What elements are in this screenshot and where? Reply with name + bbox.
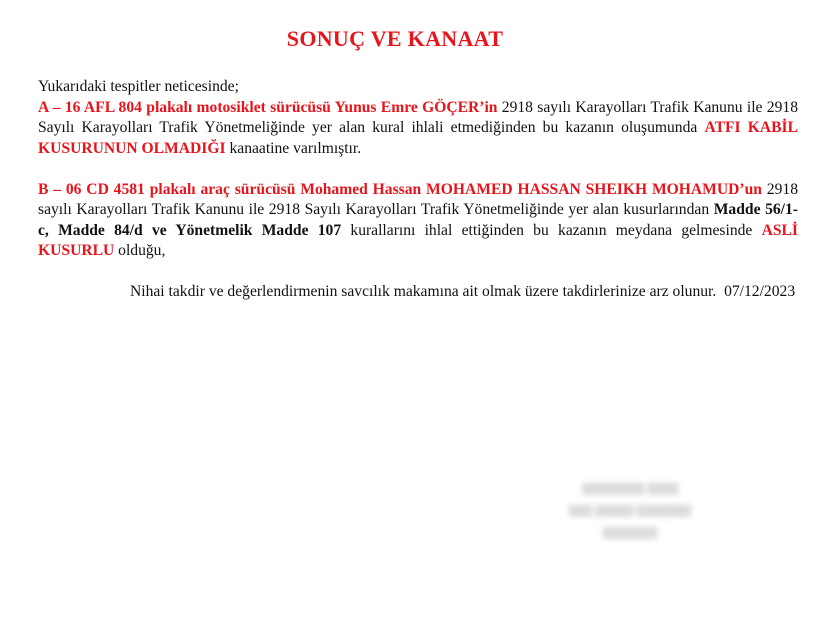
intro-line: Yukarıdaki tespitler neticesinde; — [38, 78, 239, 95]
paragraph-a-text-1: 2918 sayılı Karayolları Trafik Kanunu ile 2918 Sayılı Karayolları Trafik Yönetmeliğinde yer alan kural ihlali etmediğinden bu kazanın oluşumunda — [38, 98, 798, 136]
paragraph-b-text-2: kurallarını ihlal ettiğinden bu kazanın meydana gelmesinde — [341, 221, 762, 239]
blurred-signature-line: ▒▒▒▒▒▒▒▒ ▒▒▒▒ — [581, 483, 679, 495]
paragraph-a-text-2: kanaatine varılmıştır. — [225, 139, 362, 157]
paragraph-b-verdict: ASLİ KUSURLU — [38, 221, 798, 259]
blurred-signature-line: ▒▒▒▒▒▒▒ — [602, 527, 658, 539]
document-date: 07/12/2023 — [724, 283, 796, 300]
paragraph-b-text-1: 2918 sayılı Karayolları Trafik Kanunu ile 2918 Sayılı Karayolları Trafik Yönetmeliğinde yer alan kusurlarından — [38, 180, 798, 218]
paragraph-b-rules: Madde 56/1-c, Madde 84/d ve Yönetmelik Madde 107 — [38, 201, 798, 239]
blurred-signature-block — [530, 478, 730, 544]
paragraph-a — [38, 98, 798, 160]
document-title: SONUÇ VE KANAAT — [286, 26, 504, 51]
paragraph-a-verdict: ATFI KABİL KUSURUNUN OLMADIĞI — [38, 119, 798, 157]
paragraph-b-text-3: olduğu, — [114, 242, 166, 259]
paragraph-b — [38, 180, 798, 262]
document-body — [38, 77, 798, 303]
paragraph-b-lead: B – 06 CD 4581 plakalı araç sürücüsü Mohamed Hassan MOHAMED HASSAN SHEIKH MOHAMUD’un — [38, 180, 762, 198]
paragraph-a-lead: A – 16 AFL 804 plakalı motosiklet sürücüsü Yunus Emre GÖÇER’in — [38, 98, 498, 116]
blurred-signature-line: ▒▒▒ ▒▒▒▒▒ ▒▒▒▒▒▒▒ — [568, 505, 692, 517]
closing-text: Nihai takdir ve değerlendirmenin savcılık makamına ait olmak üzere takdirlerinize arz olunur. — [130, 283, 717, 300]
closing-paragraph — [38, 282, 798, 303]
